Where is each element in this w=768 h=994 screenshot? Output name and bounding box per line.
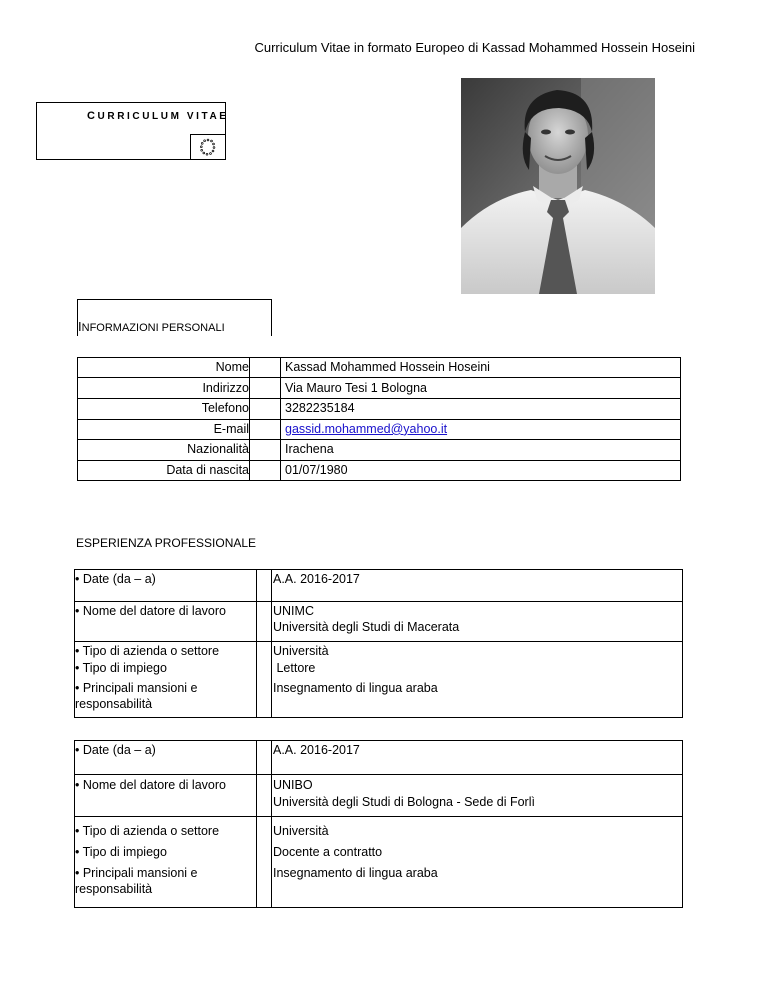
column-divider xyxy=(256,570,257,717)
experience-heading: ESPERIENZA PROFESSIONALE xyxy=(76,536,257,550)
info-gap-cell xyxy=(250,419,281,440)
table-row xyxy=(77,439,681,460)
job-employer-label: • Nome del datore di lavoro xyxy=(75,604,226,618)
info-value-nome: Kassad Mohammed Hossein Hoseini xyxy=(285,360,490,375)
column-divider xyxy=(256,741,257,907)
portrait-photo xyxy=(461,78,655,294)
email-link[interactable]: gassid.mohammed@yahoo.it xyxy=(285,421,448,436)
column-divider xyxy=(271,570,272,717)
job-type-label: • Tipo di impiego xyxy=(75,845,167,859)
info-value-data-nascita: 01/07/1980 xyxy=(285,462,348,477)
info-label-telefono: Telefono xyxy=(77,398,250,419)
info-gap-cell xyxy=(250,439,281,460)
job-sector-value: Università xyxy=(273,824,329,838)
row-divider xyxy=(75,816,682,817)
row-divider xyxy=(77,419,681,420)
info-gap-cell xyxy=(250,378,281,399)
table-row xyxy=(77,460,681,481)
info-label-nazionalita: Nazionalità xyxy=(77,439,250,460)
info-gap-cell xyxy=(250,398,281,419)
job-employer-name: UNIMC xyxy=(273,604,314,618)
info-label-indirizzo: Indirizzo xyxy=(77,378,250,399)
cv-title-rest: URRICULUM VITAE xyxy=(97,111,229,122)
info-value-nazionalita: Irachena xyxy=(285,442,334,457)
row-divider xyxy=(77,377,681,378)
personal-info-heading-rest: NFORMAZIONI PERSONALI xyxy=(81,322,225,334)
info-label-email: E-mail xyxy=(77,419,250,440)
row-divider xyxy=(77,439,681,440)
job-type-value: Docente a contratto xyxy=(273,845,383,859)
row-divider xyxy=(75,774,682,775)
eu-flag-icon xyxy=(190,134,225,159)
job-sector-label: • Tipo di azienda o settore xyxy=(75,824,220,838)
job-date-value: A.A. 2016-2017 xyxy=(273,743,360,757)
personal-info-heading xyxy=(78,319,225,334)
job-employer-fullname: Università degli Studi di Bologna - Sede di Forlì xyxy=(273,795,535,809)
row-divider xyxy=(75,641,682,642)
cv-title-initial: C xyxy=(87,110,98,122)
job-employer-fullname: Università degli Studi di Macerata xyxy=(273,620,460,634)
job-duties-value: Insegnamento di lingua araba xyxy=(273,866,438,880)
table-row xyxy=(77,357,681,378)
row-divider xyxy=(77,460,681,461)
cv-title-box xyxy=(36,102,229,160)
column-divider xyxy=(271,741,272,907)
job-date-value: A.A. 2016-2017 xyxy=(273,572,360,586)
page-header-title: Curriculum Vitae in formato Europeo di Kassad Mohammed Hossein Hoseini xyxy=(254,40,695,55)
personal-info-section-box xyxy=(77,299,272,336)
row-divider xyxy=(77,398,681,399)
job-employer-name: UNIBO xyxy=(273,778,313,792)
job-date-label: • Date (da – a) xyxy=(75,572,156,586)
table-row xyxy=(77,398,681,419)
job-duties-value: Insegnamento di lingua araba xyxy=(273,681,438,695)
personal-info-heading-initial: I xyxy=(78,319,82,334)
job-sector-label: • Tipo di azienda o settore xyxy=(75,644,220,658)
job-date-label: • Date (da – a) xyxy=(75,743,156,757)
table-row xyxy=(77,378,681,399)
job-duties-label: • Principali mansioni e responsabilità xyxy=(75,866,198,896)
job-type-value: Lettore xyxy=(273,661,316,675)
info-gap-cell xyxy=(250,357,281,378)
job-duties-label: • Principali mansioni e responsabilità xyxy=(75,681,198,711)
job-entry xyxy=(74,740,683,908)
table-row xyxy=(77,419,681,440)
info-value-email-cell xyxy=(281,419,682,440)
info-label-data-nascita: Data di nascita xyxy=(77,460,250,481)
job-type-label: • Tipo di impiego xyxy=(75,661,167,675)
job-employer-label: • Nome del datore di lavoro xyxy=(75,778,226,792)
job-entry xyxy=(74,569,683,718)
cv-title xyxy=(87,110,229,122)
job-sector-value: Università xyxy=(273,644,329,658)
info-label-nome: Nome xyxy=(77,357,250,378)
info-value-indirizzo: Via Mauro Tesi 1 Bologna xyxy=(285,380,427,395)
info-gap-cell xyxy=(250,460,281,481)
row-divider xyxy=(75,601,682,602)
info-value-telefono: 3282235184 xyxy=(285,401,355,416)
